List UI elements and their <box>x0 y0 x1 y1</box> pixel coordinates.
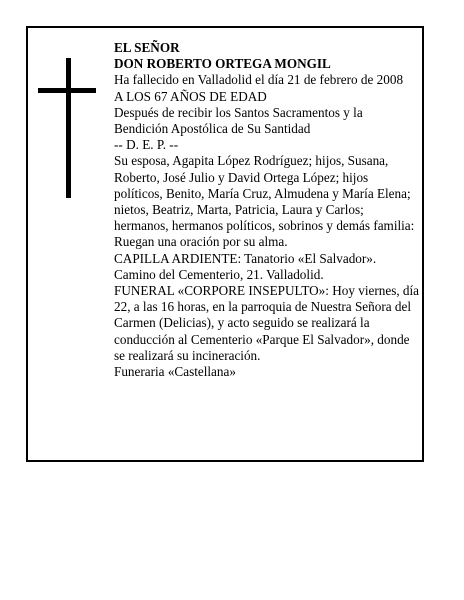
cross-vertical-bar <box>66 58 71 198</box>
rest-in-peace: -- D. E. P. -- <box>114 137 179 153</box>
funeral-home: Funeraria «Castellana» <box>114 364 236 380</box>
funeral-info: FUNERAL «CORPORE INSEPULTO»: Hoy viernes, día 22, a las 16 horas, en la parroquia de Nuestra Señora del Carmen (Delicias), y acto seguido se realizará la conducción al Cementerio «Parque El Salvador», donde se realizará su incineración. <box>114 283 420 363</box>
age-statement: A LOS 67 AÑOS DE EDAD <box>114 88 267 104</box>
cross-horizontal-bar <box>38 88 96 93</box>
family-list: Su esposa, Agapita López Rodríguez; hijos, Susana, Roberto, José Julio y David Ortega López; hijos políticos, Benito, María Cruz, Almudena y María Elena; nietos, Beatriz, Marta, Patricia, Laura y Carlos; hermanos, hermanos políticos, sobrinos y demás familia: <box>114 153 415 234</box>
death-statement: Ha fallecido en Valladolid el día 21 de febrero de 2008 <box>114 72 404 88</box>
obituary-notice <box>26 26 424 462</box>
sacraments-statement: Después de recibir los Santos Sacramentos y la Bendición Apostólica de Su Santidad <box>114 104 363 137</box>
prayer-request: Ruegan una oración por su alma. <box>114 234 288 250</box>
latin-cross-icon <box>38 58 96 198</box>
chapel-info: CAPILLA ARDIENTE: Tanatorio «El Salvador». Camino del Cementerio, 21. Valladolid. <box>114 250 377 282</box>
deceased-name: DON ROBERTO ORTEGA MONGIL <box>114 56 331 72</box>
notice-title-line1: EL SEÑOR <box>114 40 180 55</box>
notice-text <box>114 40 420 380</box>
